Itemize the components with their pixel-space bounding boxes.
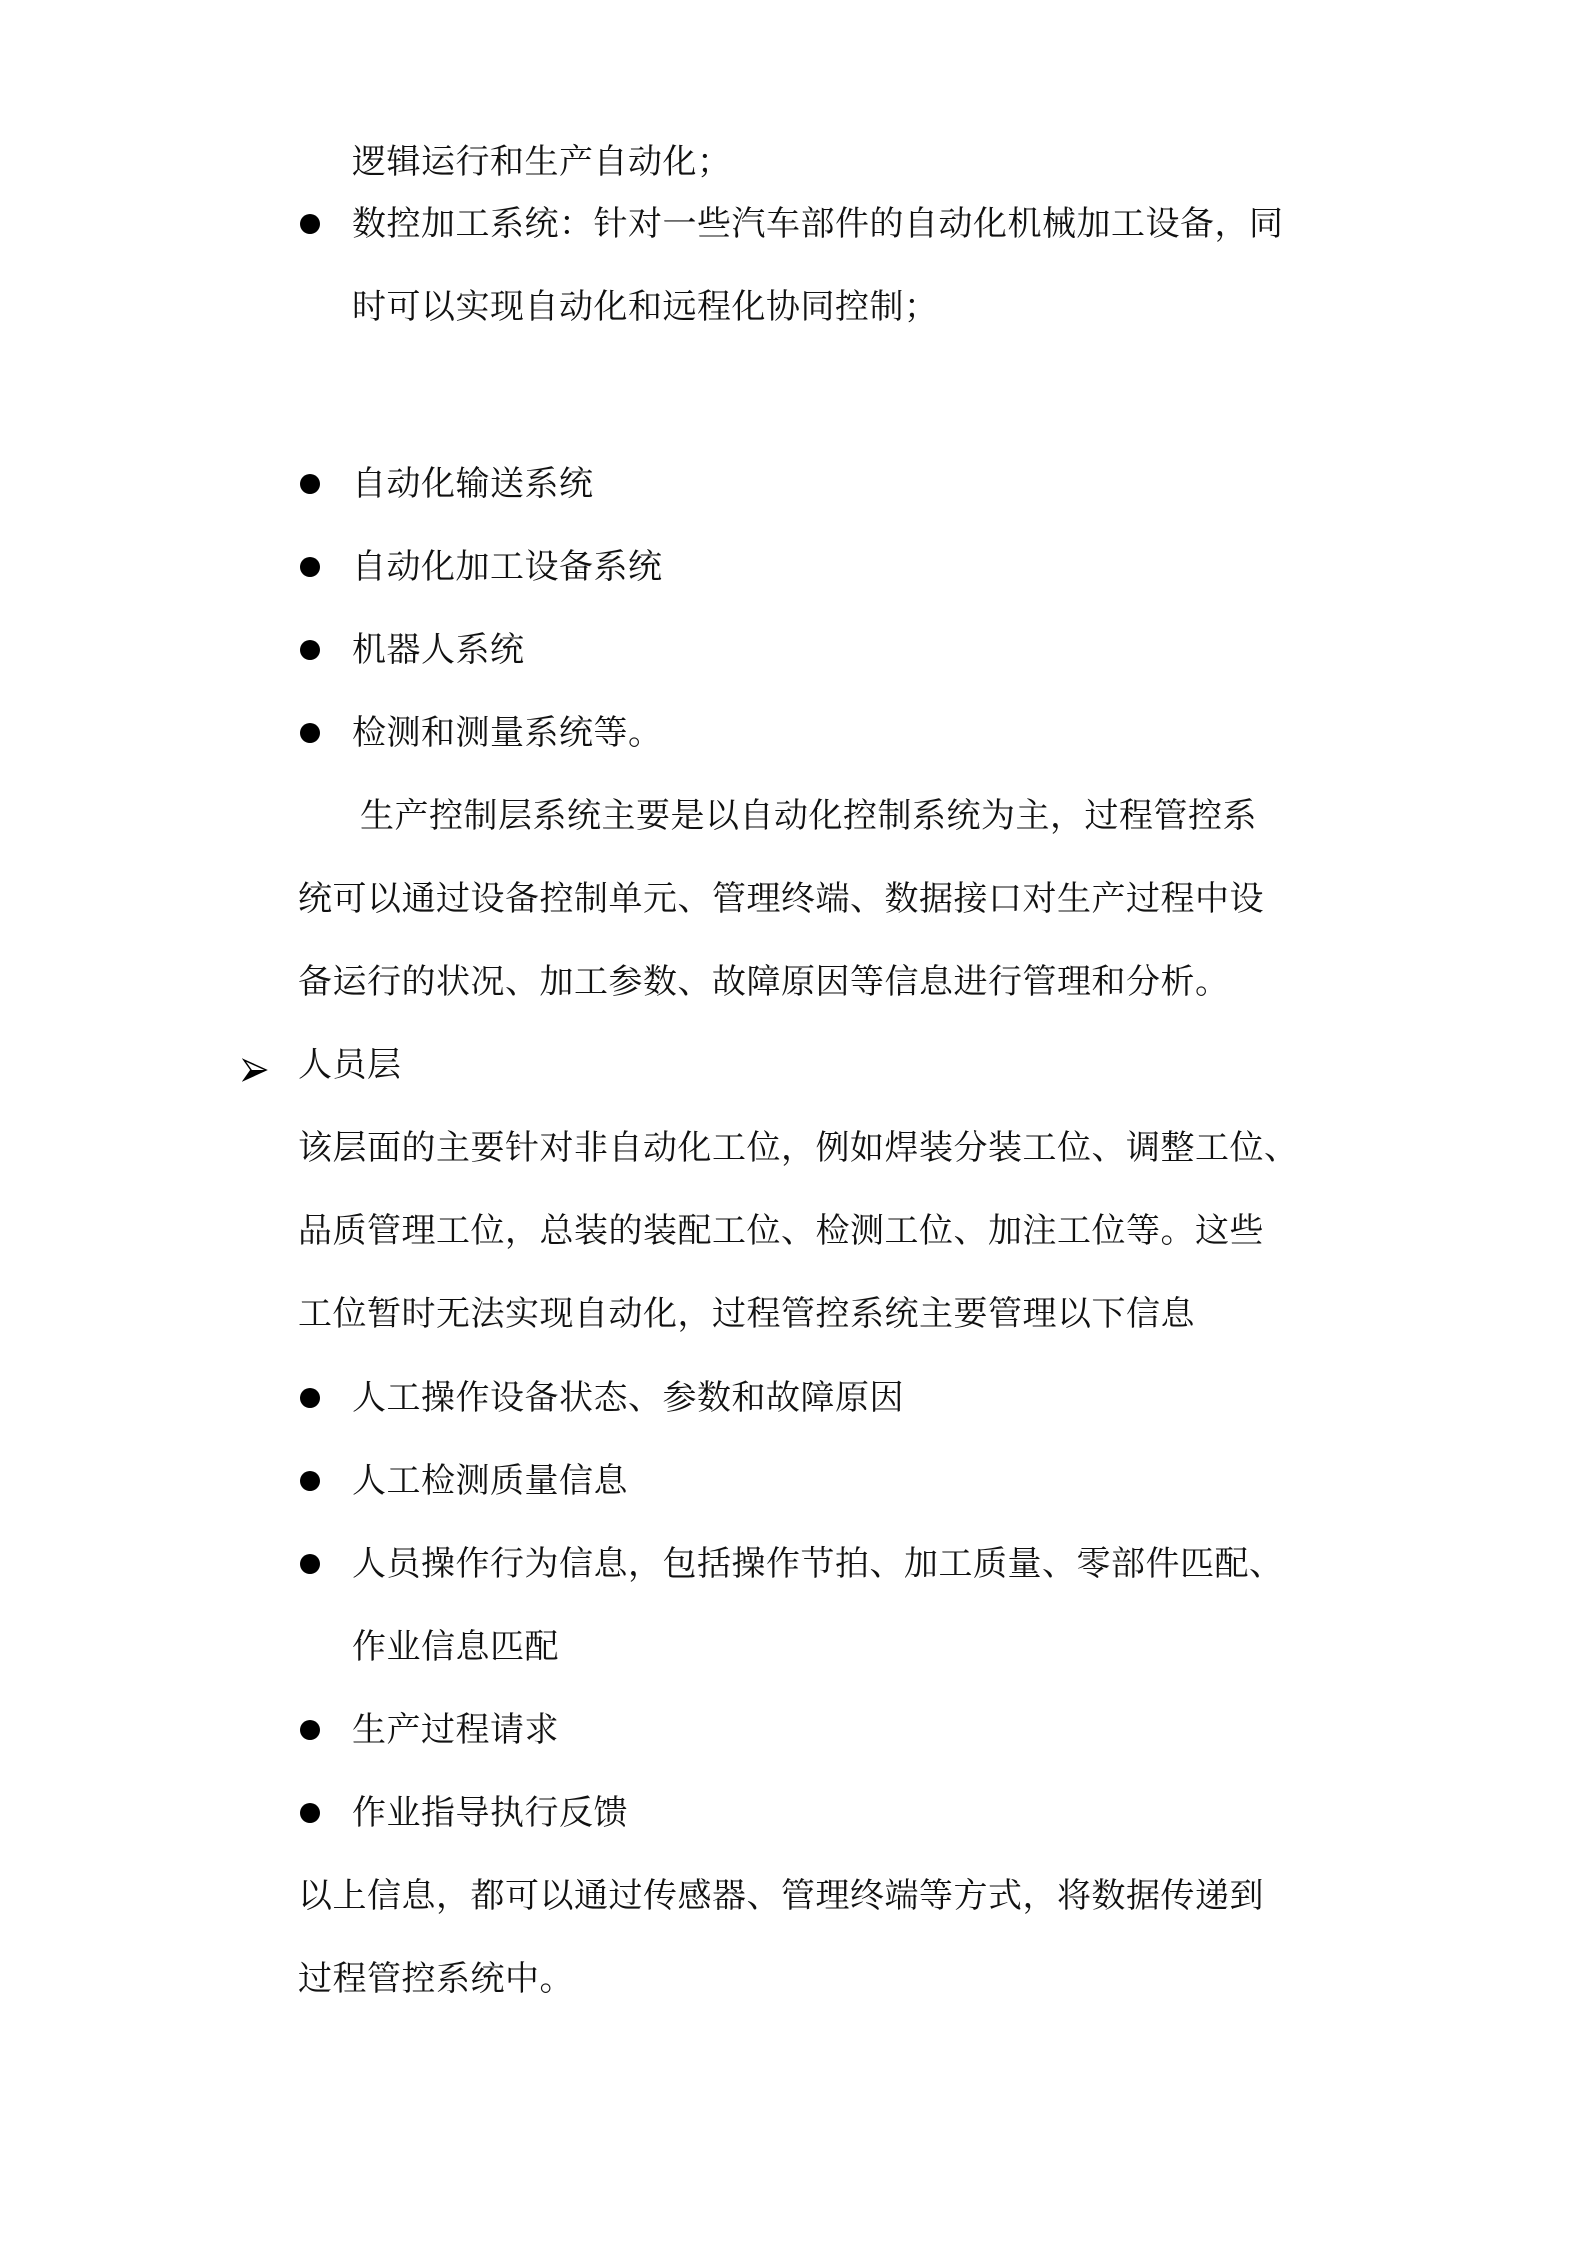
bullet-icon [300, 1388, 320, 1408]
bullet-icon [300, 1803, 320, 1823]
bullet-icon [300, 474, 320, 494]
paragraph-line: 以上信息，都可以通过传感器、管理终端等方式，将数据传递到 [298, 1876, 1264, 1916]
list-item: 数控加工系统：针对一些汽车部件的自动化机械加工设备，同 [352, 204, 1284, 244]
paragraph-line: 过程管控系统中。 [298, 1959, 574, 1999]
paragraph-line: 备运行的状况、加工参数、故障原因等信息进行管理和分析。 [298, 962, 1230, 1002]
continuation-line: 逻辑运行和生产自动化； [352, 142, 732, 182]
paragraph-line: 统可以通过设备控制单元、管理终端、数据接口对生产过程中设 [298, 879, 1264, 919]
list-item: 人工操作设备状态、参数和故障原因 [352, 1378, 904, 1418]
list-item: 人员操作行为信息，包括操作节拍、加工质量、零部件匹配、 [352, 1544, 1284, 1584]
paragraph-line: 生产控制层系统主要是以自动化控制系统为主，过程管控系 [360, 796, 1257, 836]
paragraph-line: 工位暂时无法实现自动化，过程管控系统主要管理以下信息 [298, 1294, 1195, 1334]
list-item: 自动化输送系统 [352, 464, 594, 504]
arrow-bullet-icon [242, 1057, 268, 1083]
bullet-icon [300, 640, 320, 660]
list-item: 作业指导执行反馈 [352, 1793, 628, 1833]
list-item: 检测和测量系统等。 [352, 713, 663, 753]
list-item: 机器人系统 [352, 630, 525, 670]
bullet-icon [300, 1554, 320, 1574]
bullet-icon [300, 723, 320, 743]
list-item: 人工检测质量信息 [352, 1461, 628, 1501]
list-item: 生产过程请求 [352, 1710, 559, 1750]
bullet-icon [300, 214, 320, 234]
list-item-continuation: 时可以实现自动化和远程化协同控制； [352, 287, 939, 327]
paragraph-line: 品质管理工位，总装的装配工位、检测工位、加注工位等。这些 [298, 1211, 1264, 1251]
section-heading: 人员层 [298, 1045, 402, 1085]
bullet-icon [300, 1720, 320, 1740]
bullet-icon [300, 557, 320, 577]
bullet-icon [300, 1471, 320, 1491]
list-item-continuation: 作业信息匹配 [352, 1627, 559, 1667]
list-item: 自动化加工设备系统 [352, 547, 663, 587]
paragraph-line: 该层面的主要针对非自动化工位，例如焊装分装工位、调整工位、 [298, 1128, 1299, 1168]
